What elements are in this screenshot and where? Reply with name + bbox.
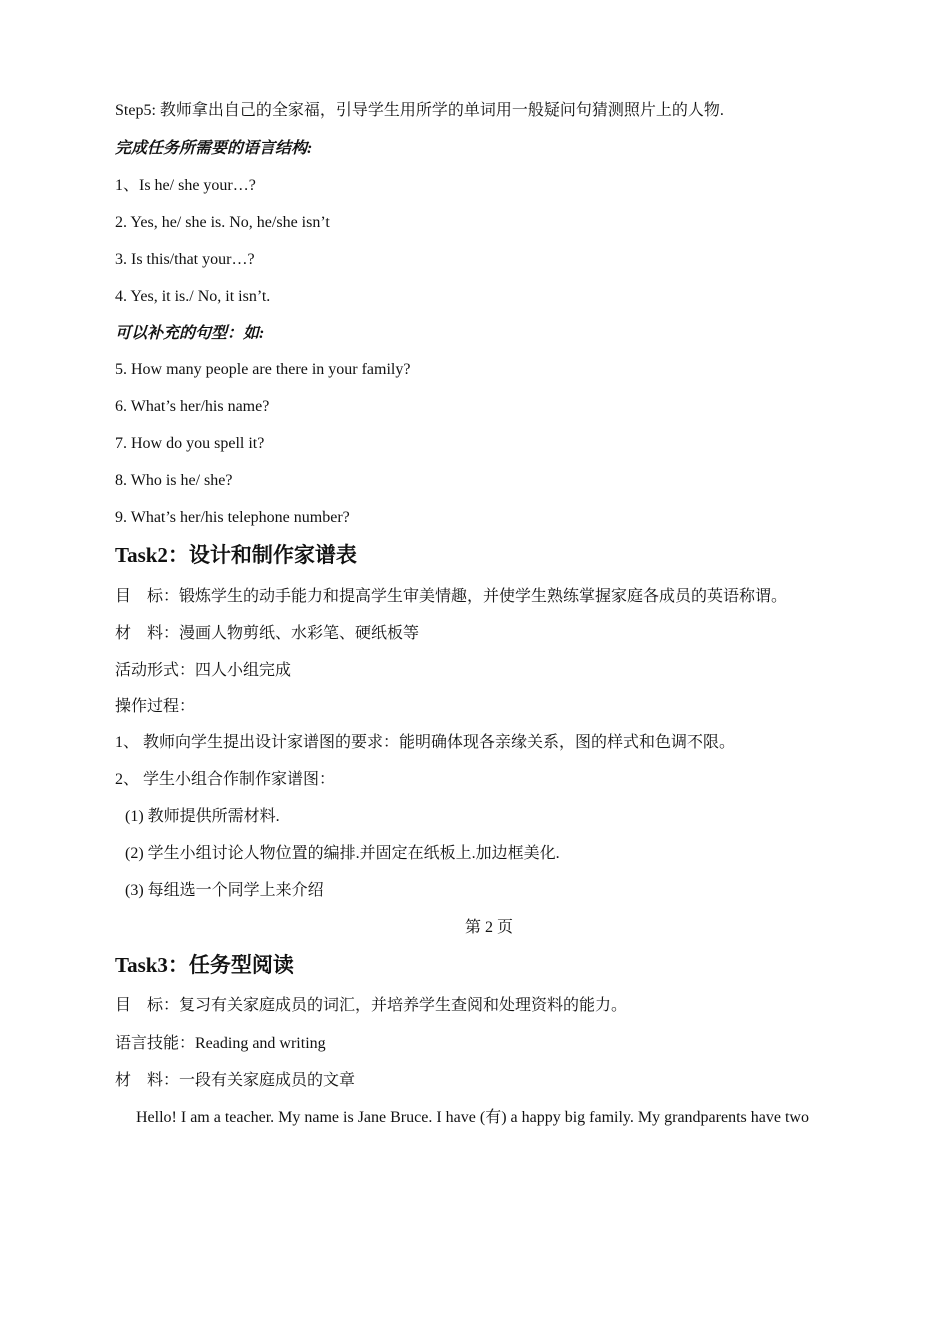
task3-goal: 目 标：复习有关家庭成员的词汇，并培养学生查阅和处理资料的能力。 xyxy=(115,997,628,1014)
task2-materials: 材 料：漫画人物剪纸、水彩笔、硬纸板等 xyxy=(115,625,420,642)
task2-sub2: (2) 学生小组讨论人物位置的编排.并固定在纸板上.加边框美化. xyxy=(125,845,560,862)
structure-heading: 完成任务所需要的语言结构: xyxy=(115,140,313,157)
task2-step1: 1、 教师向学生提出设计家谱图的要求：能明确体现各亲缘关系，图的样式和色调不限。 xyxy=(115,734,736,751)
page-number: 第 2 页 xyxy=(464,919,513,936)
task2-step2: 2、 学生小组合作制作家谱图： xyxy=(115,771,336,788)
task3-materials: 材 料：一段有关家庭成员的文章 xyxy=(115,1072,356,1089)
extra-line-8: 8. Who is he/ she? xyxy=(115,472,233,489)
task3-heading: Task3：任务型阅读 xyxy=(115,953,294,977)
task3-passage: Hello! I am a teacher. My name is Jane Bruce. I have (有) a happy big family. My grandparents have two xyxy=(136,1109,809,1126)
extra-heading: 可以补充的句型：如: xyxy=(115,325,265,342)
task2-sub3: (3) 每组选一个同学上来介绍 xyxy=(125,882,324,899)
task2-sub1: (1) 教师提供所需材料. xyxy=(125,808,280,825)
structure-line-4: 4. Yes, it is./ No, it isn’t. xyxy=(115,288,271,305)
extra-line-5: 5. How many people are there in your family? xyxy=(115,361,411,378)
task2-heading: Task2：设计和制作家谱表 xyxy=(115,543,357,567)
structure-line-1: 1、Is he/ she your…? xyxy=(115,177,256,194)
extra-line-6: 6. What’s her/his name? xyxy=(115,398,270,415)
task2-form: 活动形式：四人小组完成 xyxy=(115,662,292,679)
extra-line-7: 7. How do you spell it? xyxy=(115,435,265,452)
structure-line-3: 3. Is this/that your…? xyxy=(115,251,255,268)
task3-skills: 语言技能：Reading and writing xyxy=(115,1035,326,1052)
step5-text: Step5: 教师拿出自己的全家福，引导学生用所学的单词用一般疑问句猜测照片上的人物. xyxy=(115,102,724,119)
structure-line-2: 2. Yes, he/ she is. No, he/she isn’t xyxy=(115,214,330,231)
task2-process: 操作过程： xyxy=(115,698,196,715)
task2-goal: 目 标：锻炼学生的动手能力和提高学生审美情趣，并使学生熟练掌握家庭各成员的英语称谓。 xyxy=(115,588,788,605)
extra-line-9: 9. What’s her/his telephone number? xyxy=(115,509,350,526)
